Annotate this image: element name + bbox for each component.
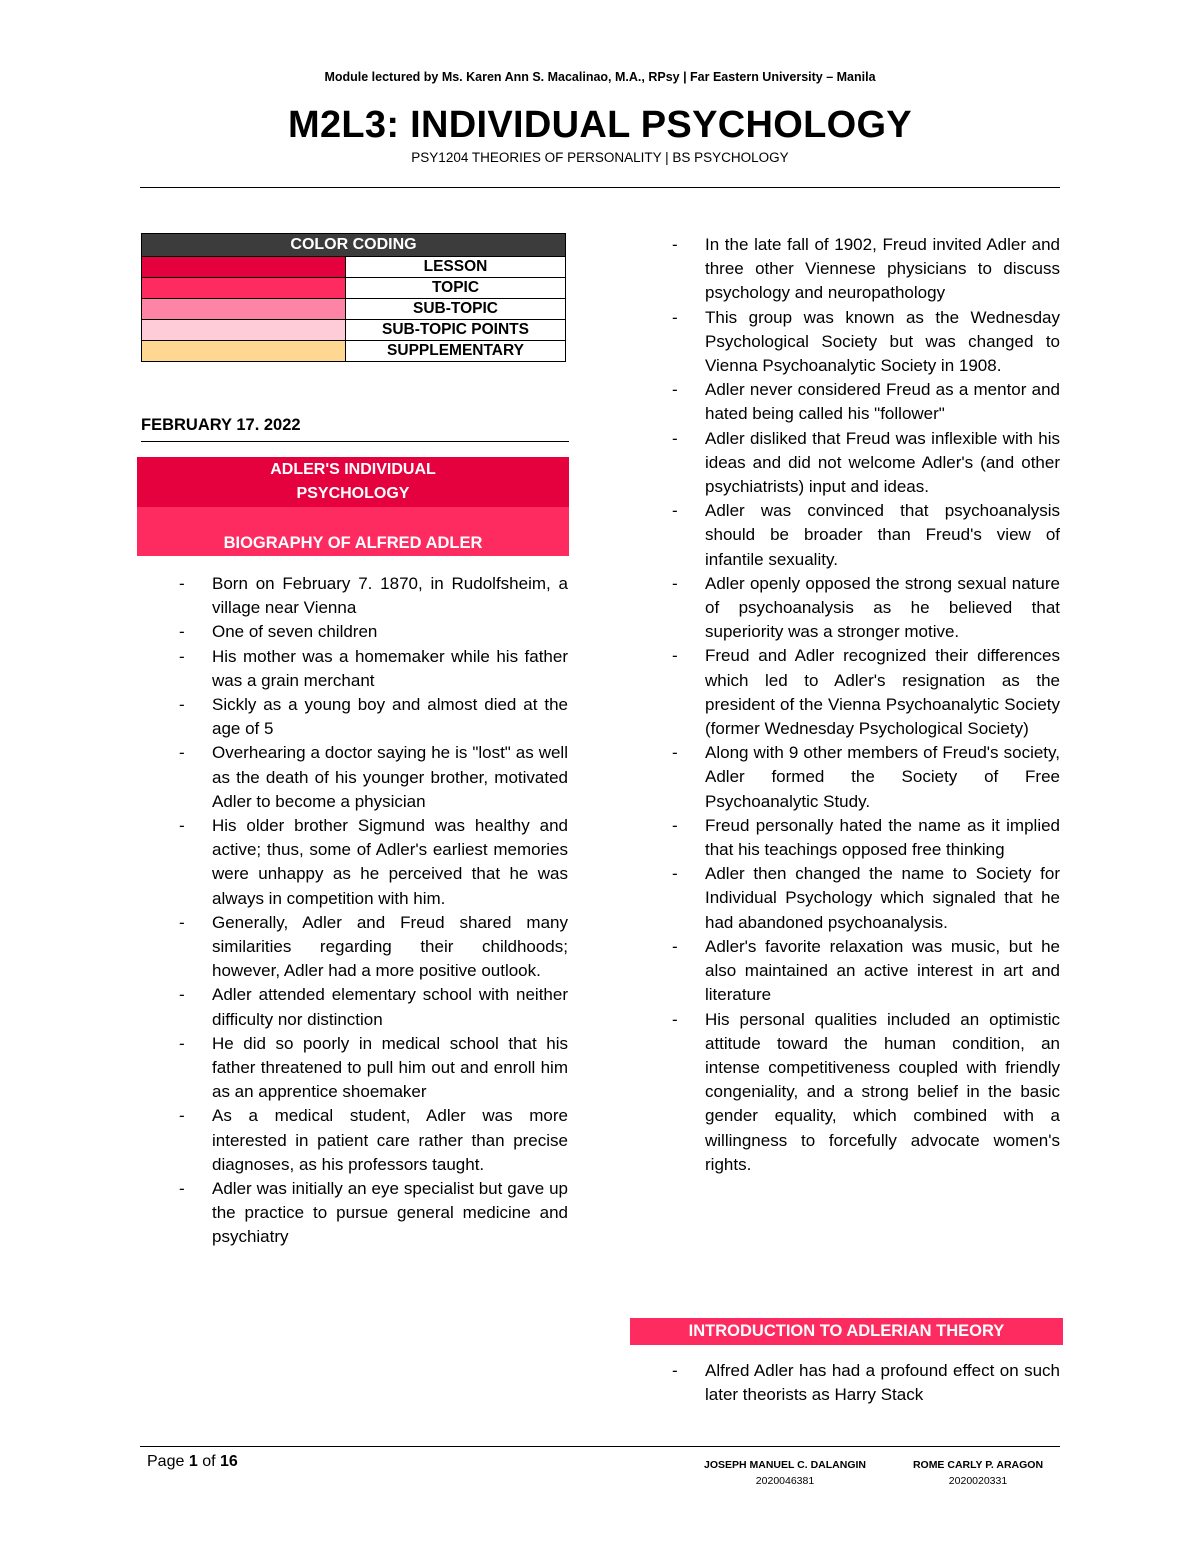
author-2-id: 2020020331	[948, 1475, 1008, 1487]
page-current: 1	[188, 1453, 198, 1470]
lesson-heading-line2: PSYCHOLOGY	[296, 485, 410, 502]
biography-list-right	[634, 233, 1060, 1177]
author-1-id: 2020046381	[755, 1475, 815, 1487]
author-2-name: ROME CARLY P. ARAGON	[912, 1459, 1044, 1471]
page-of: of	[202, 1453, 216, 1470]
header-divider	[140, 187, 1060, 188]
bullet-dash: -	[179, 1179, 185, 1199]
page-label: Page	[147, 1453, 185, 1470]
bullet-dash: -	[672, 501, 678, 521]
list-item	[141, 911, 568, 984]
bullet-dash: -	[672, 743, 678, 763]
list-item-text: Adler then changed the name to Society for Individual Psychology which signaled that he had abandoned psychoanalysis.	[705, 864, 1060, 932]
color-coding-title: COLOR CODING	[142, 234, 566, 257]
list-item	[141, 645, 568, 693]
label-lesson: LESSON	[346, 257, 566, 278]
list-item-text: Adler's favorite relaxation was music, but he also maintained an active interest in art and literature	[705, 936, 1060, 1005]
bullet-dash: -	[179, 1106, 185, 1126]
page-number	[147, 1453, 238, 1471]
bullet-dash: -	[672, 815, 678, 835]
bullet-dash: -	[179, 622, 185, 642]
bullet-dash: -	[179, 1033, 185, 1053]
swatch-supplementary	[142, 341, 346, 362]
list-item	[141, 741, 568, 814]
list-item	[634, 572, 1060, 645]
label-topic: TOPIC	[346, 278, 566, 299]
swatch-sub-topic	[142, 299, 346, 320]
list-item-text: One of seven children	[212, 622, 378, 642]
list-item-text: Freud and Adler recognized their differences which led to Adler's resignation as the president of the Vienna Psychoanalytic Society (former Wednesday Psychological Society)	[705, 646, 1060, 739]
bullet-dash: -	[672, 1361, 678, 1380]
list-item	[634, 935, 1060, 1008]
list-item-text: Freud personally hated the name as it implied that his teachings opposed free thinking	[705, 815, 1060, 860]
list-item	[634, 814, 1060, 862]
swatch-topic	[142, 278, 346, 299]
list-item	[634, 1359, 1060, 1408]
list-item	[141, 693, 568, 741]
list-item	[634, 862, 1060, 935]
bullet-dash: -	[672, 646, 678, 666]
lecture-date: FEBRUARY 17. 2022	[141, 416, 569, 442]
topic-heading-biography: BIOGRAPHY OF ALFRED ADLER	[137, 507, 569, 556]
list-item-text: Adler disliked that Freud was inflexible with his ideas and did not welcome Adler's (and other psychiatrists) input and ideas.	[705, 428, 1060, 497]
module-line: Module lectured by Ms. Karen Ann S. Macalinao, M.A., RPsy | Far Eastern University – Manila	[324, 70, 876, 84]
list-item	[634, 1008, 1060, 1177]
bullet-dash: -	[672, 428, 678, 448]
introduction-list	[634, 1359, 1060, 1408]
biography-list-left	[141, 572, 568, 1250]
list-item-text: Adler attended elementary school with neither difficulty nor distinction	[212, 985, 568, 1029]
list-item	[634, 741, 1060, 814]
bullet-dash: -	[672, 864, 678, 884]
list-item	[634, 427, 1060, 500]
list-item-text: His mother was a homemaker while his father was a grain merchant	[212, 646, 568, 690]
author-1-name: JOSEPH MANUEL C. DALANGIN	[704, 1459, 866, 1471]
label-sub-topic-points: SUB-TOPIC POINTS	[346, 320, 566, 341]
list-item-text: This group was known as the Wednesday Psychological Society but was changed to Vienna Psychoanalytic Society in 1908.	[705, 307, 1060, 376]
list-item-text: Along with 9 other members of Freud's society, Adler formed the Society of Free Psychoanalytic Study.	[705, 743, 1060, 811]
bullet-dash: -	[179, 985, 185, 1005]
bullet-dash: -	[672, 1009, 678, 1029]
page-title: M2L3: INDIVIDUAL PSYCHOLOGY	[288, 104, 912, 146]
list-item-text: Adler was initially an eye specialist but gave up the practice to pursue general medicine and psychiatry	[212, 1179, 568, 1247]
bullet-dash: -	[179, 816, 185, 836]
bullet-dash: -	[179, 646, 185, 666]
topic-heading-introduction: INTRODUCTION TO ADLERIAN THEORY	[630, 1318, 1063, 1345]
bullet-dash: -	[672, 936, 678, 956]
bullet-dash: -	[179, 574, 185, 593]
label-sub-topic: SUB-TOPIC	[346, 299, 566, 320]
list-item-text: Alfred Adler has had a profound effect on such later theorists as Harry Stack	[705, 1361, 1060, 1405]
page-total: 16	[219, 1453, 238, 1470]
list-item-text: He did so poorly in medical school that his father threatened to pull him out and enroll him as an apprentice shoemaker	[212, 1033, 568, 1102]
list-item	[634, 378, 1060, 426]
list-item-text: Adler was convinced that psychoanalysis should be broader than Freud's view of infantile sexuality.	[705, 501, 1060, 569]
bullet-dash: -	[179, 695, 185, 715]
page-subtitle: PSY1204 THEORIES OF PERSONALITY | BS PSYCHOLOGY	[411, 150, 789, 165]
bullet-dash: -	[179, 743, 185, 763]
list-item-text: Overhearing a doctor saying he is "lost" as well as the death of his younger brother, motivated Adler to become a physician	[212, 743, 568, 811]
list-item-text: His older brother Sigmund was healthy and active; thus, some of Adler's earliest memories were unhappy as he perceived that he was always in competition with him.	[212, 816, 568, 908]
list-item-text: As a medical student, Adler was more interested in patient care rather than precise diagnoses, as his professors taught.	[212, 1106, 568, 1174]
bullet-dash: -	[672, 573, 678, 593]
list-item	[141, 983, 568, 1031]
list-item-text: Born on February 7. 1870, in Rudolfsheim, a village near Vienna	[212, 574, 568, 618]
label-supplementary: SUPPLEMENTARY	[346, 341, 566, 362]
color-coding-table	[141, 233, 566, 362]
list-item	[141, 572, 568, 620]
list-item	[141, 814, 568, 911]
footer-divider	[140, 1446, 1060, 1447]
list-item-text: Sickly as a young boy and almost died at the age of 5	[212, 695, 568, 739]
list-item-text: Generally, Adler and Freud shared many similarities regarding their childhoods; however, Adler had a more positive outlook.	[212, 912, 568, 981]
lesson-heading-line1: ADLER'S INDIVIDUAL	[270, 461, 436, 478]
bullet-dash: -	[179, 912, 185, 932]
list-item	[141, 1177, 568, 1250]
author-2	[894, 1457, 1062, 1489]
bullet-dash: -	[672, 307, 678, 327]
list-item-text: His personal qualities included an optimistic attitude toward the human condition, an intense competitiveness coupled with friendly congeniality, and a strong belief in the basic gender equality, which combined with a willingness to forcefully advocate women's rights.	[705, 1009, 1060, 1174]
list-item	[634, 499, 1060, 572]
swatch-lesson	[142, 257, 346, 278]
list-item	[141, 1032, 568, 1105]
bullet-dash: -	[672, 235, 678, 254]
author-1	[672, 1457, 898, 1489]
bullet-dash: -	[672, 380, 678, 400]
list-item-text: Adler openly opposed the strong sexual nature of psychoanalysis as he believed that superiority was a stronger motive.	[705, 573, 1060, 642]
list-item-text: Adler never considered Freud as a mentor and hated being called his "follower"	[705, 380, 1060, 424]
list-item	[141, 1104, 568, 1177]
list-item	[141, 620, 568, 644]
lesson-heading	[137, 457, 569, 508]
swatch-sub-topic-points	[142, 320, 346, 341]
list-item-text: In the late fall of 1902, Freud invited Adler and three other Viennese physicians to discuss psychology and neuropathology	[705, 235, 1060, 303]
list-item	[634, 233, 1060, 306]
list-item	[634, 644, 1060, 741]
list-item	[634, 306, 1060, 379]
